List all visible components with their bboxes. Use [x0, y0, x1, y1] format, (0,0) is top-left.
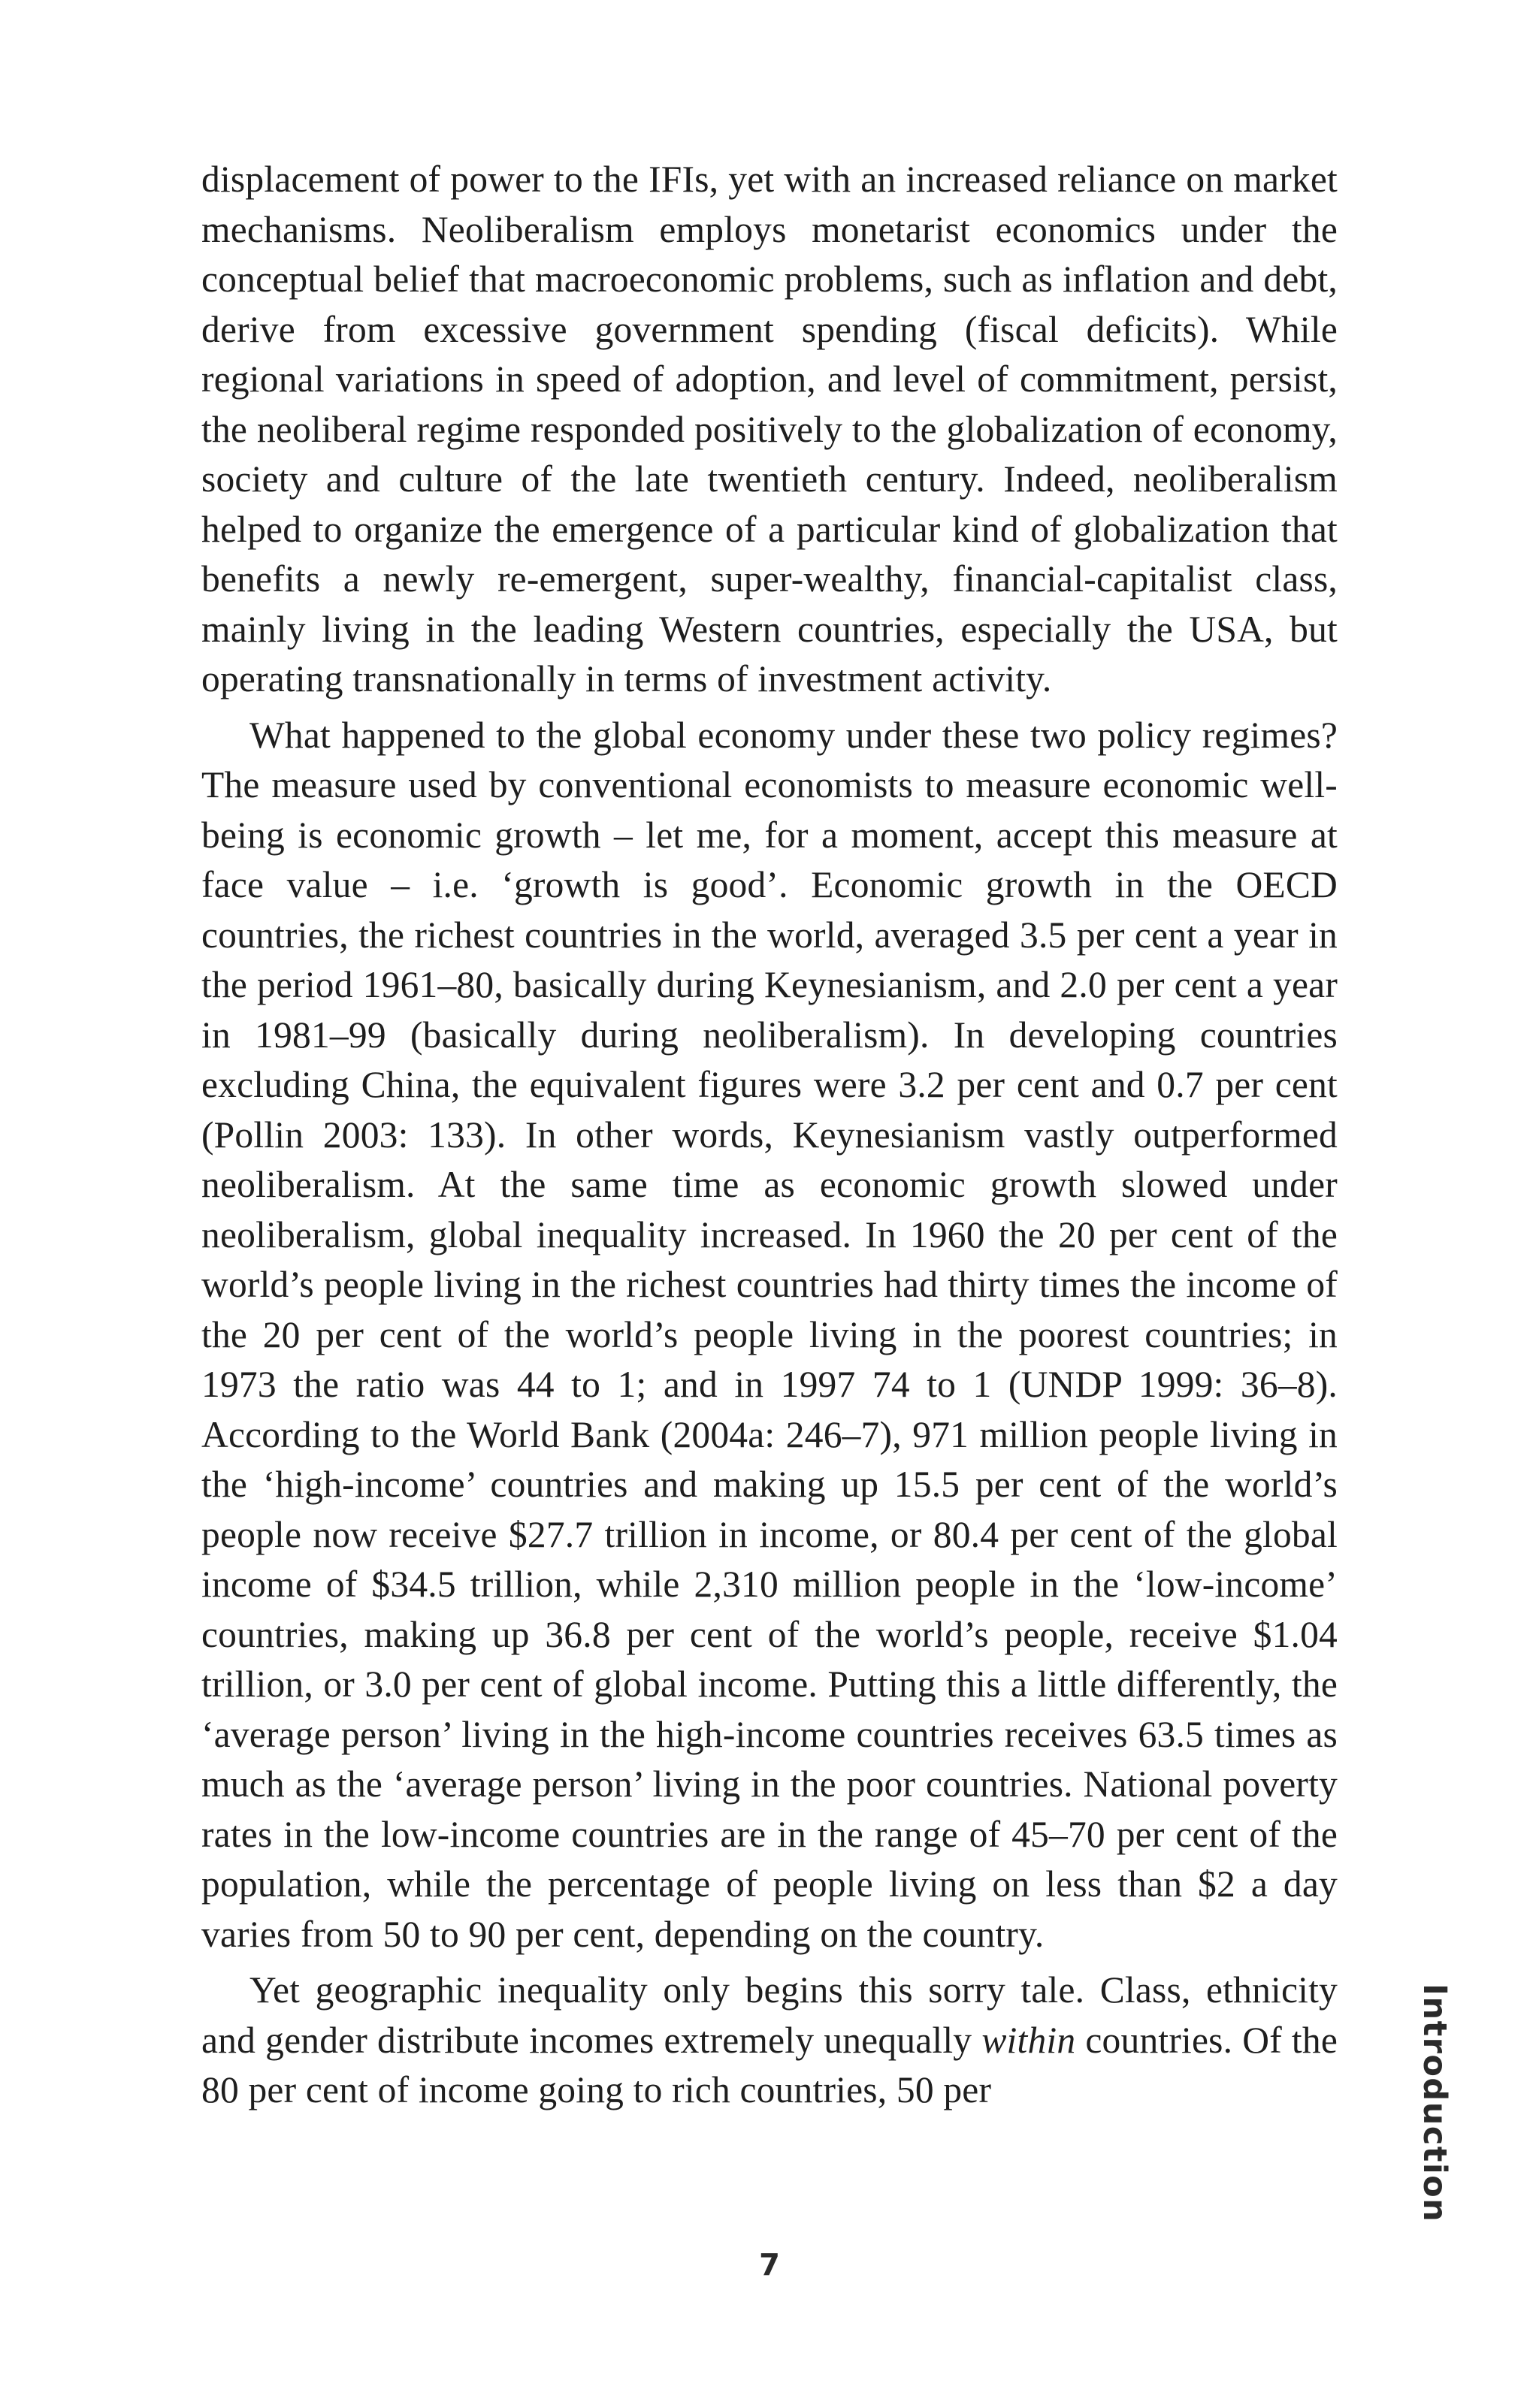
page-number: 7 [759, 2248, 780, 2283]
paragraph-2: What happened to the global economy under these two policy regimes? The measure used by conventional economists to measure economic well-being is economic growth – let me, for a moment, accept this measure at face value – i.e. ‘growth is good’. Economic growth in the OECD countries, the richest countries in the world, averaged 3.5 per cent a year in the period 1961–80, basically during Keynesianism, and 2.0 per cent a year in 1981–99 (basically during neoliberalism). In developing countries excluding China, the equivalent figures were 3.2 per cent and 0.7 per cent (Pollin 2003: 133). In other words, Keynesianism vastly outperformed neoliberalism. At the same time as economic growth slowed under neoliberalism, global inequality increased. In 1960 the 20 per cent of the world’s people living in the richest countries had thirty times the income of the 20 per cent of the world’s people living in the poorest countries; in 1973 the ratio was 44 to 1; and in 1997 74 to 1 (UNDP 1999: 36–8). According to the World Bank (2004a: 246–7), 971 million people living in the ‘high-income’ countries and making up 15.5 per cent of the world’s people now receive $27.7 trillion in income, or 80.4 per cent of the global income of $34.5 trillion, while 2,310 million people in the ‘low-income’ countries, making up 36.8 per cent of the world’s people, receive $1.04 trillion, or 3.0 per cent of global income. Putting this a little differently, the ‘average person’ living in the high-income countries receives 63.5 times as much as the ‘average person’ living in the poor countries. National poverty rates in the low-income countries are in the range of 45–70 per cent of the population, while the percentage of people living on less than $2 a day varies from 50 to 90 per cent, depending on the country. [201, 714, 1338, 1955]
paragraph-3-emphasis: within [981, 2019, 1076, 2061]
body-text [201, 155, 1338, 2116]
running-head: Introduction [1416, 1984, 1453, 2223]
paragraph-3 [201, 1965, 1338, 2116]
paragraph-3-text-end: countries. Of the 80 per cent of income going to rich countries, 50 per [201, 2019, 1338, 2110]
paragraph-gap [201, 1959, 1338, 1965]
paragraph-3-text-start: Yet geographic inequality only begins this sorry tale. Class, ethnicity and gender distribute incomes extremely unequally [201, 1969, 1338, 2061]
paragraph-1: displacement of power to the IFIs, yet with an increased reliance on market mechanisms. Neoliberalism employs monetarist economics under the conceptual belief that macroeconomic problems, such as inflation and debt, derive from excessive government spending (fiscal deficits). While regional variations in speed of adoption, and level of commitment, persist, the neoliberal regime responded positively to the globalization of economy, society and culture of the late twentieth century. Indeed, neoliberalism helped to organize the emergence of a particular kind of globalization that benefits a newly re-emergent, super-wealthy, financial-capitalist class, mainly living in the leading Western countries, especially the USA, but operating transnationally in terms of investment activity. [201, 159, 1338, 699]
paragraph-gap [201, 705, 1338, 711]
